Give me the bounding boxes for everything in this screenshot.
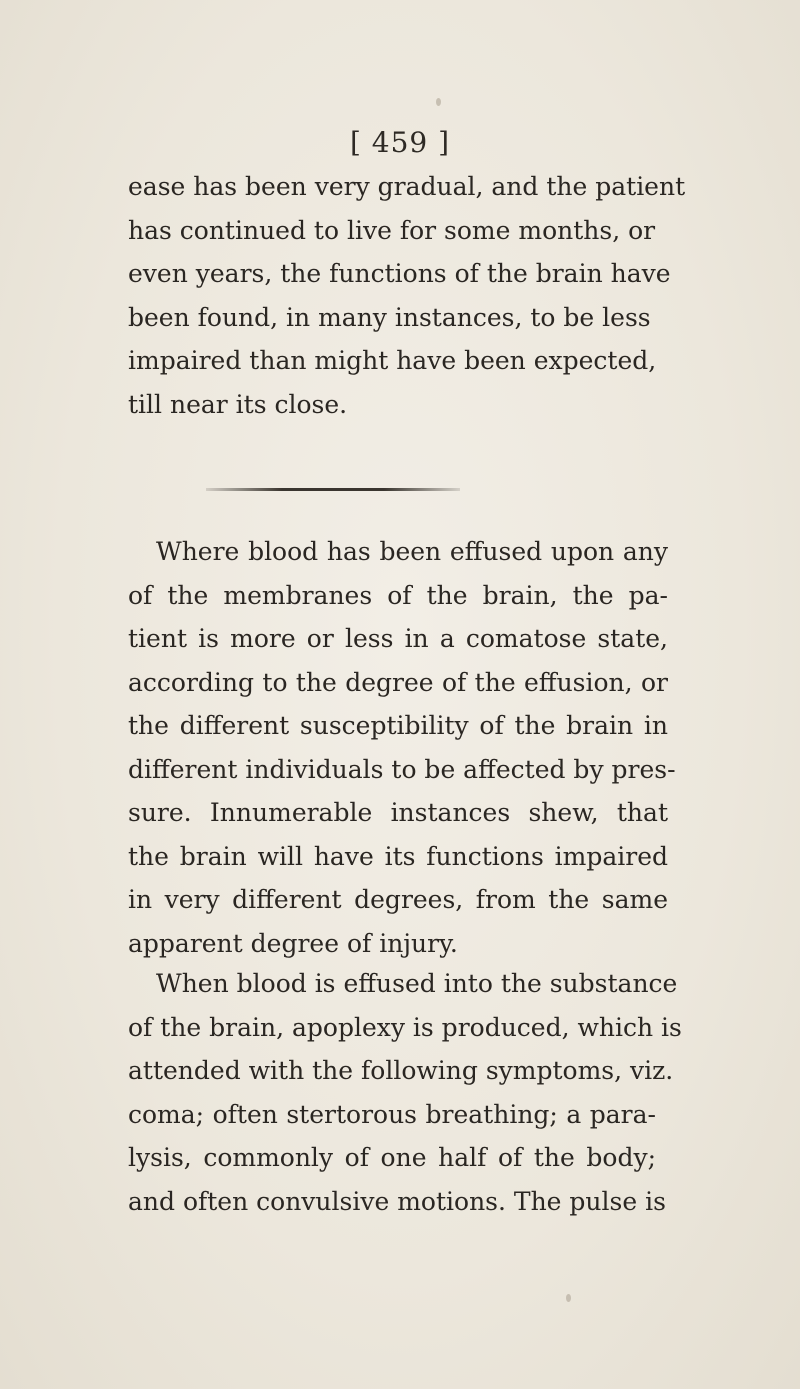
paragraph-2 — [128, 530, 676, 965]
paper-speck — [436, 98, 441, 106]
text-line: been found, in many instances, to be less — [128, 302, 651, 332]
text-line: according to the degree of the effusion, or — [128, 667, 668, 697]
text-line: attended with the following symptoms, viz. — [128, 1056, 674, 1085]
text-line: apparent degree of injury. — [128, 928, 458, 958]
text-line: Where blood has been effused upon any — [156, 537, 668, 566]
text-line: has continued to live for some months, or — [128, 215, 656, 245]
paragraph-1 — [128, 165, 686, 426]
text-line: different individuals to be affected by pres- — [128, 754, 676, 784]
text-line: sure. Innumerable instances shew, that — [128, 798, 668, 827]
text-line: in very different degrees, from the same — [128, 885, 668, 914]
text-line: impaired than might have been expected, — [128, 346, 657, 375]
text-line: of the membranes of the brain, the pa- — [128, 580, 668, 610]
text-line: till near its close. — [128, 389, 348, 419]
text-line: even years, the functions of the brain have — [128, 259, 671, 288]
section-divider — [206, 488, 460, 491]
text-line: coma; often stertorous breathing; a para- — [128, 1099, 656, 1129]
paragraph-3 — [128, 962, 682, 1223]
page-number-header: [ 459 ] — [349, 126, 451, 159]
text-line: and often convulsive motions. The pulse is — [128, 1186, 666, 1216]
text-line: ease has been very gradual, and the patient — [128, 172, 686, 201]
text-line: the brain will have its functions impaired — [128, 841, 668, 871]
paper-speck — [566, 1294, 571, 1302]
text-line: lysis, commonly of one half of the body; — [128, 1143, 656, 1172]
text-line: of the brain, apoplexy is produced, which is — [128, 1012, 682, 1042]
text-line: tient is more or less in a comatose state, — [128, 624, 668, 653]
text-line: When blood is effused into the substance — [156, 969, 678, 998]
text-line: the different susceptibility of the brain in — [128, 711, 668, 740]
